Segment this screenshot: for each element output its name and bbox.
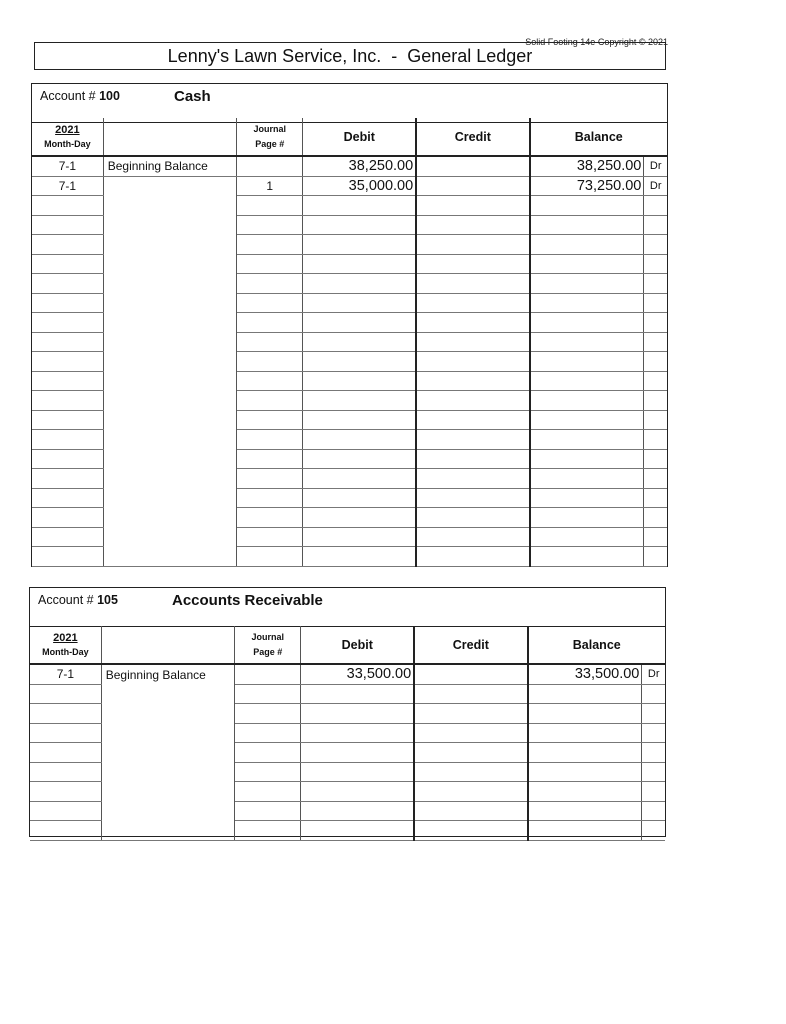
dr-cr-cell[interactable]: Dr	[644, 156, 667, 176]
table-row	[32, 156, 667, 176]
ledger-accounts-receivable	[29, 587, 666, 837]
journal-page-cell[interactable]	[237, 156, 303, 176]
credit-label: Credit	[454, 129, 491, 144]
table-row	[32, 371, 667, 391]
description-cell[interactable]	[103, 430, 236, 450]
date-cell[interactable]	[32, 410, 103, 430]
balance-cell[interactable]	[528, 821, 642, 841]
copyright-notice: Solid Footing 14e Copyright © 2021	[525, 37, 668, 47]
page-label: Page #	[255, 138, 285, 149]
journal-page-cell[interactable]	[235, 664, 301, 684]
balance-cell[interactable]	[530, 449, 644, 469]
debit-cell[interactable]	[303, 352, 416, 372]
description-cell[interactable]	[103, 235, 236, 255]
header-debit	[301, 626, 414, 664]
table-row	[32, 313, 667, 333]
table-row	[30, 821, 665, 841]
table-row	[32, 527, 667, 547]
description-cell[interactable]	[103, 547, 236, 567]
debit-label: Debit	[341, 637, 373, 652]
debit-cell[interactable]: 33,500.00	[301, 664, 414, 684]
date-cell[interactable]	[32, 196, 103, 216]
description-cell[interactable]	[101, 801, 234, 821]
journal-page-cell[interactable]	[237, 508, 303, 528]
balance-label: Balance	[574, 129, 623, 144]
journal-page-cell[interactable]	[235, 743, 301, 763]
debit-cell[interactable]: 35,000.00	[303, 176, 416, 196]
journal-label: Journal	[251, 631, 284, 642]
dr-cr-cell[interactable]	[644, 352, 667, 372]
year-label: 2021	[53, 632, 78, 644]
dr-cr-cell[interactable]	[644, 371, 667, 391]
ledger-grid-container	[30, 626, 665, 841]
page-label: Page #	[253, 646, 283, 657]
description-cell[interactable]	[103, 410, 236, 430]
journal-page-cell[interactable]: 1	[237, 176, 303, 196]
account-header	[30, 588, 665, 627]
year-label: 2021	[55, 124, 80, 136]
credit-cell[interactable]	[416, 469, 529, 489]
table-row	[32, 391, 667, 411]
balance-cell[interactable]: 33,500.00	[528, 664, 642, 684]
date-cell[interactable]	[32, 332, 103, 352]
description-cell[interactable]	[101, 762, 234, 782]
dr-cr-cell[interactable]	[642, 704, 665, 724]
journal-page-cell[interactable]	[235, 684, 301, 704]
date-cell[interactable]	[30, 782, 101, 802]
dr-cr-cell[interactable]	[642, 821, 665, 841]
dr-cr-cell[interactable]	[642, 684, 665, 704]
journal-page-cell[interactable]	[237, 391, 303, 411]
description-cell[interactable]	[103, 215, 236, 235]
account-label	[38, 593, 118, 607]
date-cell[interactable]	[32, 547, 103, 567]
dr-cr-cell[interactable]	[644, 527, 667, 547]
description-cell[interactable]	[103, 352, 236, 372]
ledger-title-box	[34, 42, 666, 70]
table-row	[32, 274, 667, 294]
debit-cell[interactable]	[303, 254, 416, 274]
date-cell[interactable]: 7-1	[32, 156, 103, 176]
credit-cell[interactable]	[416, 156, 529, 176]
description-cell[interactable]	[103, 176, 236, 196]
credit-cell[interactable]	[416, 274, 529, 294]
dr-cr-cell[interactable]: Dr	[644, 176, 667, 196]
journal-page-cell[interactable]	[237, 430, 303, 450]
credit-cell[interactable]	[414, 743, 527, 763]
table-row	[32, 215, 667, 235]
balance-cell[interactable]	[530, 527, 644, 547]
date-cell[interactable]	[30, 723, 101, 743]
table-row	[32, 332, 667, 352]
description-cell[interactable]	[103, 527, 236, 547]
description-cell[interactable]	[103, 293, 236, 313]
debit-cell[interactable]	[303, 215, 416, 235]
date-cell[interactable]	[32, 254, 103, 274]
description-cell[interactable]	[101, 782, 234, 802]
balance-cell[interactable]	[528, 801, 642, 821]
balance-cell[interactable]	[528, 782, 642, 802]
dr-cr-cell[interactable]	[644, 469, 667, 489]
table-row	[32, 469, 667, 489]
balance-cell[interactable]	[530, 488, 644, 508]
credit-cell[interactable]	[416, 527, 529, 547]
debit-cell[interactable]	[303, 508, 416, 528]
dr-cr-cell[interactable]	[644, 235, 667, 255]
description-cell[interactable]	[103, 313, 236, 333]
debit-cell[interactable]	[303, 293, 416, 313]
balance-cell[interactable]	[530, 254, 644, 274]
balance-cell[interactable]	[530, 235, 644, 255]
debit-cell[interactable]	[303, 488, 416, 508]
account-label	[40, 89, 120, 103]
credit-cell[interactable]	[414, 782, 527, 802]
balance-label: Balance	[572, 637, 621, 652]
debit-cell[interactable]	[301, 821, 414, 841]
date-cell[interactable]	[32, 469, 103, 489]
journal-page-cell[interactable]	[237, 274, 303, 294]
debit-cell[interactable]	[303, 235, 416, 255]
credit-cell[interactable]	[414, 704, 527, 724]
credit-cell[interactable]	[414, 664, 527, 684]
date-cell[interactable]	[32, 313, 103, 333]
table-row	[32, 254, 667, 274]
table-row	[30, 723, 665, 743]
credit-cell[interactable]	[416, 176, 529, 196]
description-cell[interactable]	[103, 391, 236, 411]
credit-cell[interactable]	[414, 801, 527, 821]
header-description	[103, 118, 236, 156]
month-day-label: Month-Day	[44, 139, 91, 149]
debit-cell[interactable]	[303, 391, 416, 411]
credit-cell[interactable]	[416, 293, 529, 313]
journal-page-cell[interactable]	[235, 801, 301, 821]
credit-cell[interactable]	[416, 391, 529, 411]
header-description	[101, 626, 234, 664]
header-journal-page	[237, 118, 303, 156]
debit-cell[interactable]	[301, 723, 414, 743]
dr-cr-cell[interactable]	[644, 449, 667, 469]
balance-cell[interactable]	[530, 332, 644, 352]
table-row	[30, 684, 665, 704]
journal-page-cell[interactable]	[237, 215, 303, 235]
date-cell[interactable]	[32, 449, 103, 469]
header-credit	[414, 626, 527, 664]
credit-cell[interactable]	[416, 352, 529, 372]
header-date	[32, 118, 103, 156]
balance-cell[interactable]	[528, 704, 642, 724]
debit-cell[interactable]	[301, 762, 414, 782]
journal-page-cell[interactable]	[237, 371, 303, 391]
table-row	[32, 488, 667, 508]
credit-cell[interactable]	[414, 762, 527, 782]
balance-cell[interactable]	[530, 371, 644, 391]
dr-cr-cell[interactable]	[642, 801, 665, 821]
journal-page-cell[interactable]	[237, 332, 303, 352]
date-cell[interactable]	[32, 527, 103, 547]
credit-label: Credit	[452, 637, 489, 652]
date-cell[interactable]	[32, 508, 103, 528]
balance-cell[interactable]	[530, 430, 644, 450]
date-cell[interactable]	[30, 821, 101, 841]
date-cell[interactable]	[32, 488, 103, 508]
account-number: 105	[97, 593, 118, 607]
balance-cell[interactable]	[530, 547, 644, 567]
table-row	[32, 410, 667, 430]
credit-cell[interactable]	[416, 254, 529, 274]
dr-cr-cell[interactable]: Dr	[642, 664, 665, 684]
balance-cell[interactable]	[530, 313, 644, 333]
journal-page-cell[interactable]	[237, 527, 303, 547]
dr-cr-cell[interactable]	[642, 782, 665, 802]
journal-page-cell[interactable]	[237, 449, 303, 469]
description-cell[interactable]	[103, 254, 236, 274]
date-cell[interactable]: 7-1	[30, 664, 101, 684]
date-cell[interactable]	[32, 235, 103, 255]
description-cell[interactable]	[103, 469, 236, 489]
dr-cr-cell[interactable]	[642, 723, 665, 743]
dr-cr-cell[interactable]	[644, 547, 667, 567]
account-label-text: Account #	[38, 593, 94, 607]
journal-page-cell[interactable]	[237, 254, 303, 274]
debit-cell[interactable]	[303, 469, 416, 489]
ledger-grid	[32, 118, 667, 567]
date-cell[interactable]	[32, 391, 103, 411]
debit-cell[interactable]	[303, 274, 416, 294]
table-row	[32, 196, 667, 216]
journal-page-cell[interactable]	[237, 196, 303, 216]
table-row	[32, 508, 667, 528]
table-row	[30, 801, 665, 821]
month-day-label: Month-Day	[42, 647, 89, 657]
description-cell[interactable]	[103, 488, 236, 508]
credit-cell[interactable]	[416, 508, 529, 528]
debit-cell[interactable]	[303, 371, 416, 391]
description-cell[interactable]	[103, 371, 236, 391]
dr-cr-cell[interactable]	[644, 254, 667, 274]
balance-cell[interactable]	[528, 723, 642, 743]
description-cell[interactable]	[101, 704, 234, 724]
journal-page-cell[interactable]	[237, 313, 303, 333]
credit-cell[interactable]	[416, 449, 529, 469]
description-cell[interactable]	[101, 723, 234, 743]
debit-cell[interactable]	[303, 430, 416, 450]
dr-cr-cell[interactable]	[644, 215, 667, 235]
journal-page-cell[interactable]	[235, 762, 301, 782]
description-cell[interactable]: Beginning Balance	[101, 664, 234, 684]
ledger-grid-container	[32, 118, 667, 567]
balance-cell[interactable]	[530, 215, 644, 235]
dr-cr-cell[interactable]	[644, 430, 667, 450]
table-row	[30, 743, 665, 763]
table-row	[32, 449, 667, 469]
description-cell[interactable]	[103, 274, 236, 294]
debit-cell[interactable]: 38,250.00	[303, 156, 416, 176]
description-cell[interactable]	[103, 196, 236, 216]
credit-cell[interactable]	[414, 821, 527, 841]
credit-cell[interactable]	[416, 313, 529, 333]
credit-cell[interactable]	[414, 723, 527, 743]
header-credit	[416, 118, 529, 156]
debit-cell[interactable]	[301, 743, 414, 763]
dr-cr-cell[interactable]	[644, 488, 667, 508]
debit-cell[interactable]	[301, 782, 414, 802]
description-cell[interactable]: Beginning Balance	[103, 156, 236, 176]
dr-cr-cell[interactable]	[642, 762, 665, 782]
header-journal-page	[235, 626, 301, 664]
balance-cell[interactable]	[530, 410, 644, 430]
description-cell[interactable]	[101, 684, 234, 704]
description-cell[interactable]	[103, 332, 236, 352]
ledger-title: Lenny's Lawn Service, Inc. - General Ledger	[167, 46, 533, 66]
date-cell[interactable]	[32, 293, 103, 313]
date-cell[interactable]	[32, 352, 103, 372]
debit-cell[interactable]	[303, 313, 416, 333]
account-name: Cash	[174, 88, 211, 105]
table-row	[32, 430, 667, 450]
dr-cr-cell[interactable]	[644, 293, 667, 313]
date-cell[interactable]	[32, 430, 103, 450]
ledger-cash	[31, 83, 668, 567]
table-row	[30, 762, 665, 782]
balance-cell[interactable]	[530, 391, 644, 411]
dr-cr-cell[interactable]	[644, 313, 667, 333]
column-header-row	[32, 118, 667, 156]
date-cell[interactable]: 7-1	[32, 176, 103, 196]
dr-cr-cell[interactable]	[642, 743, 665, 763]
dr-cr-cell[interactable]	[644, 274, 667, 294]
header-balance	[530, 118, 667, 156]
credit-cell[interactable]	[414, 684, 527, 704]
header-debit	[303, 118, 416, 156]
debit-cell[interactable]	[303, 410, 416, 430]
description-cell[interactable]	[101, 821, 234, 841]
journal-page-cell[interactable]	[237, 469, 303, 489]
balance-cell[interactable]	[528, 684, 642, 704]
date-cell[interactable]	[30, 704, 101, 724]
table-row	[32, 352, 667, 372]
description-cell[interactable]	[101, 743, 234, 763]
header-date	[30, 626, 101, 664]
dr-cr-cell[interactable]	[644, 196, 667, 216]
journal-page-cell[interactable]	[237, 410, 303, 430]
description-cell[interactable]	[103, 508, 236, 528]
debit-cell[interactable]	[301, 704, 414, 724]
credit-cell[interactable]	[416, 410, 529, 430]
date-cell[interactable]	[32, 274, 103, 294]
journal-page-cell[interactable]	[237, 235, 303, 255]
journal-page-cell[interactable]	[237, 293, 303, 313]
journal-page-cell[interactable]	[235, 821, 301, 841]
account-number: 100	[99, 89, 120, 103]
journal-page-cell[interactable]	[235, 723, 301, 743]
debit-cell[interactable]	[303, 527, 416, 547]
credit-cell[interactable]	[416, 332, 529, 352]
dr-cr-cell[interactable]	[644, 332, 667, 352]
date-cell[interactable]	[30, 684, 101, 704]
table-row	[32, 547, 667, 567]
balance-cell[interactable]	[530, 469, 644, 489]
credit-cell[interactable]	[416, 547, 529, 567]
balance-cell[interactable]: 38,250.00	[530, 156, 644, 176]
balance-cell[interactable]: 73,250.00	[530, 176, 644, 196]
header-balance	[528, 626, 665, 664]
dr-cr-cell[interactable]	[644, 508, 667, 528]
balance-cell[interactable]	[530, 196, 644, 216]
credit-cell[interactable]	[416, 430, 529, 450]
date-cell[interactable]	[30, 762, 101, 782]
journal-page-cell[interactable]	[235, 704, 301, 724]
dr-cr-cell[interactable]	[644, 391, 667, 411]
date-cell[interactable]	[32, 371, 103, 391]
table-row	[32, 176, 667, 196]
credit-cell[interactable]	[416, 371, 529, 391]
credit-cell[interactable]	[416, 215, 529, 235]
account-label-text: Account #	[40, 89, 96, 103]
journal-page-cell[interactable]	[237, 488, 303, 508]
table-row	[30, 704, 665, 724]
credit-cell[interactable]	[416, 488, 529, 508]
debit-cell[interactable]	[303, 332, 416, 352]
description-cell[interactable]	[103, 449, 236, 469]
journal-label: Journal	[253, 123, 286, 134]
dr-cr-cell[interactable]	[644, 410, 667, 430]
table-row	[32, 235, 667, 255]
table-row	[30, 782, 665, 802]
debit-label: Debit	[343, 129, 375, 144]
debit-cell[interactable]	[301, 801, 414, 821]
column-header-row	[30, 626, 665, 664]
credit-cell[interactable]	[416, 235, 529, 255]
balance-cell[interactable]	[530, 274, 644, 294]
credit-cell[interactable]	[416, 196, 529, 216]
journal-page-cell[interactable]	[237, 352, 303, 372]
balance-cell[interactable]	[530, 293, 644, 313]
account-name: Accounts Receivable	[172, 592, 323, 609]
debit-cell[interactable]	[303, 196, 416, 216]
debit-cell[interactable]	[301, 684, 414, 704]
date-cell[interactable]	[32, 215, 103, 235]
journal-page-cell[interactable]	[237, 547, 303, 567]
date-cell[interactable]	[30, 801, 101, 821]
balance-cell[interactable]	[528, 762, 642, 782]
journal-page-cell[interactable]	[235, 782, 301, 802]
balance-cell[interactable]	[530, 508, 644, 528]
table-row	[32, 293, 667, 313]
ledger-grid	[30, 626, 665, 841]
date-cell[interactable]	[30, 743, 101, 763]
debit-cell[interactable]	[303, 449, 416, 469]
balance-cell[interactable]	[528, 743, 642, 763]
debit-cell[interactable]	[303, 547, 416, 567]
table-row	[30, 664, 665, 684]
balance-cell[interactable]	[530, 352, 644, 372]
